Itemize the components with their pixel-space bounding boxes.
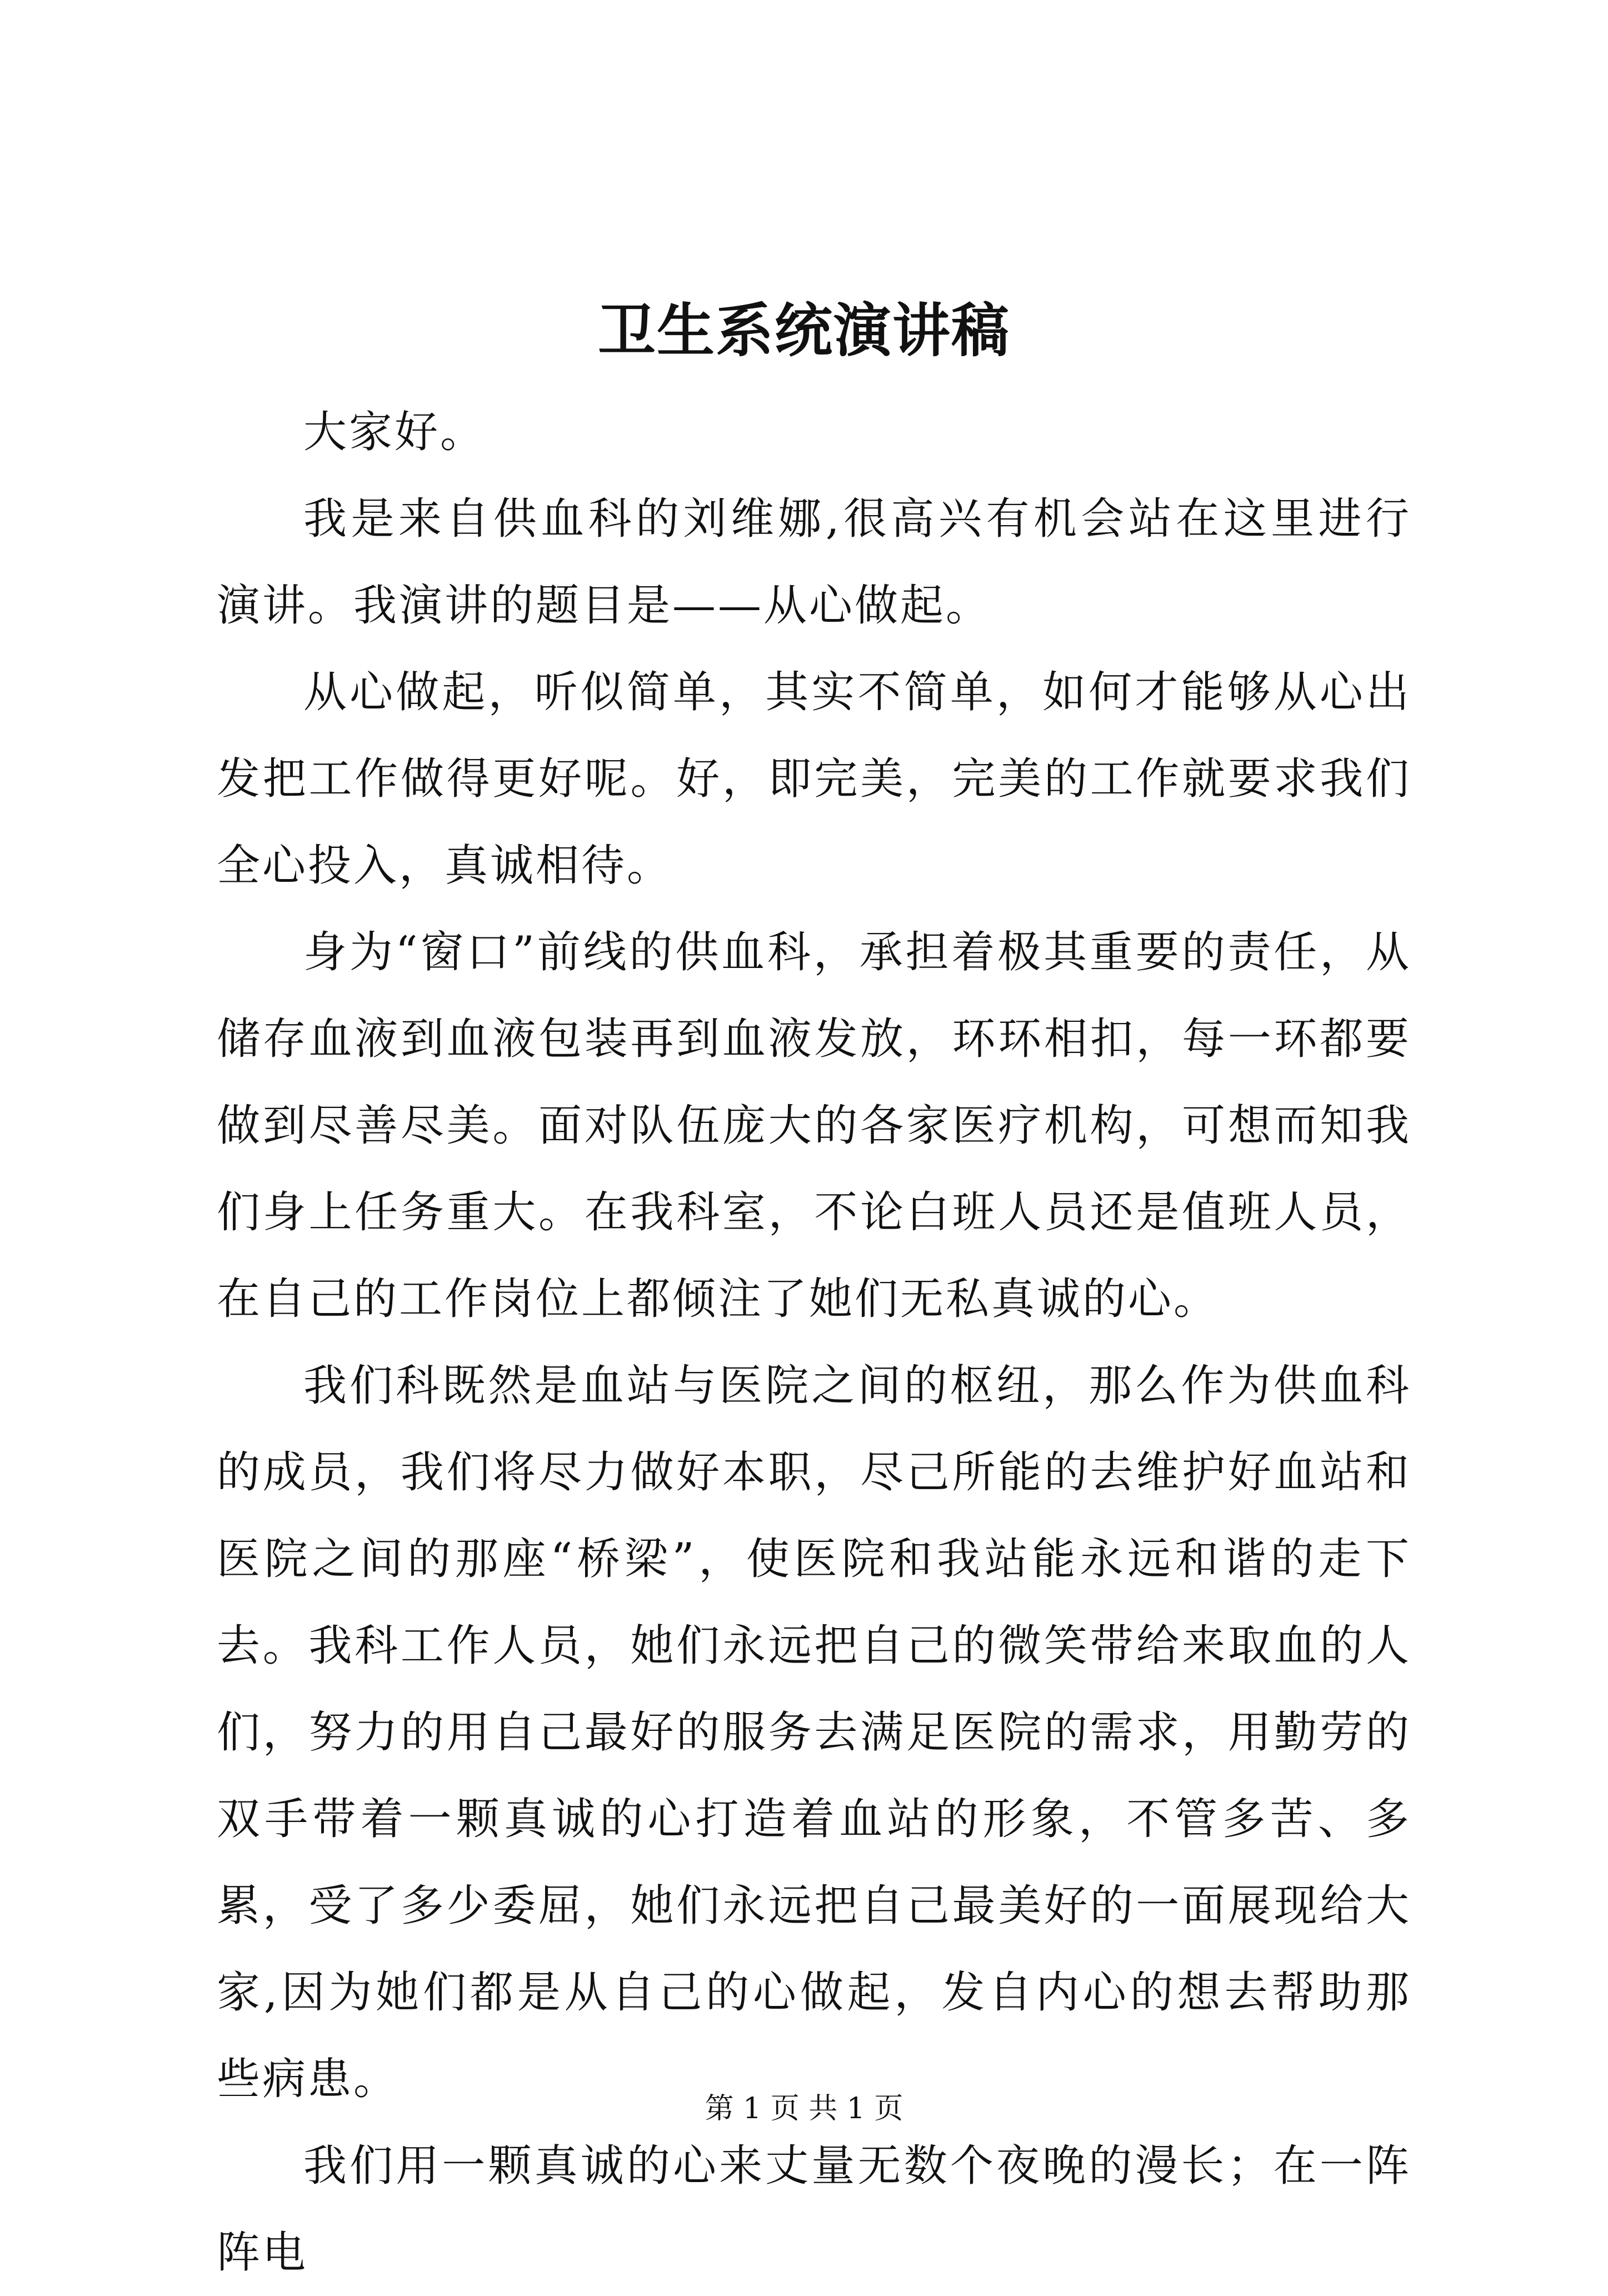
paragraph-3: 从心做起，听似简单，其实不简单，如何才能够从心出发把工作做得更好呢。好，即完美，完美的工作就要求我们全心投入，真诚相待。: [217, 667, 1411, 891]
paragraph-5: 我们科既然是血站与医院之间的枢纽，那么作为供血科的成员，我们将尽力做好本职，尽己所能的去维护好血站和医院之间的那座“桥梁”，使医院和我站能永远和谐的走下去。我科工作人员，她们永远把自己的微笑带给来取血的人们，努力的用自己最好的服务去满足医院的需求，用勤劳的双手带着一颗真诚的心打造着血站的形象，不管多苦、多累，受了多少委屈，她们永远把自己最美好的一面展现给大家,因为她们都是从自己的心做起，发自内心的想去帮助那些病患。: [217, 1361, 1411, 2104]
paragraph-1: 大家好。: [303, 407, 486, 457]
paragraph-4: 身为“窗口”前线的供血科，承担着极其重要的责任，从储存血液到血液包装再到血液发放，环环相扣，每一环都要做到尽善尽美。面对队伍庞大的各家医疗机构，可想而知我们身上任务重大。在我科室，不论白班人员还是值班人员，在自己的工作岗位上都倾注了她们无私真诚的心。: [217, 927, 1411, 1324]
paragraph-2: 我是来自供血科的刘维娜,很高兴有机会站在这里进行演讲。我演讲的题目是——从心做起。: [217, 494, 1411, 631]
page-number-footer: 第 1 页 共 1 页: [705, 2092, 903, 2125]
paragraph-6: 我们用一颗真诚的心来丈量无数个夜晚的漫长；在一阵阵电: [217, 2141, 1411, 2278]
document-body: [217, 389, 1411, 2296]
document-title: 卫生系统演讲稿: [597, 296, 1010, 365]
